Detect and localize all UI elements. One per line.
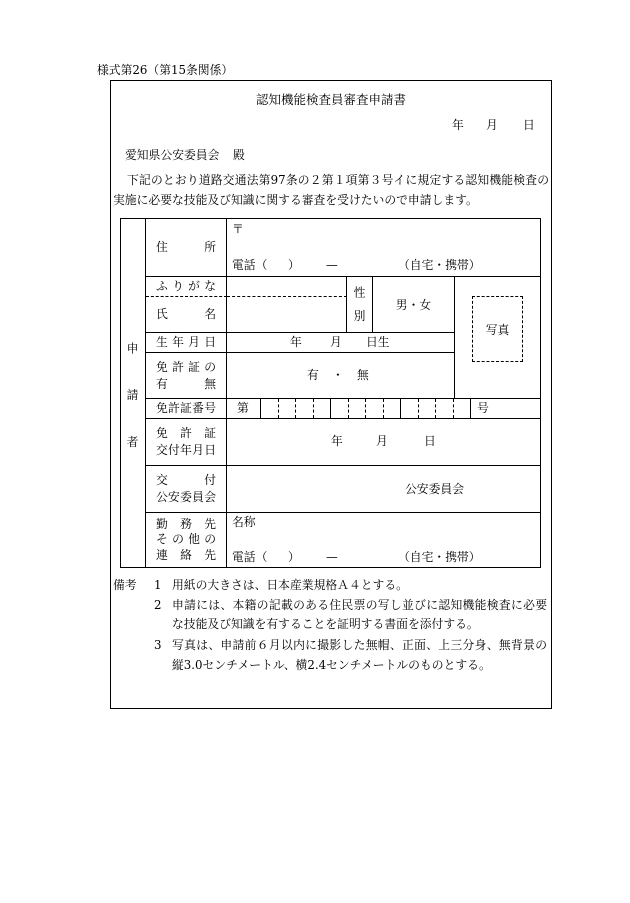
birth-year-label: 年: [290, 335, 302, 349]
applicant-table: [120, 218, 541, 568]
birth-month-label: 月: [330, 335, 342, 349]
license-digit-box[interactable]: [436, 399, 454, 418]
gender-options: 男・女: [395, 298, 432, 312]
license-issue-date-value-cell[interactable]: [227, 419, 541, 466]
license-number-value-cell: [227, 399, 541, 419]
form-title: 認知機能検査員審査申請書: [255, 92, 406, 107]
license-number-digits: [260, 399, 471, 418]
license-digit-box[interactable]: [384, 399, 402, 418]
license-digit-box[interactable]: [314, 399, 332, 418]
date-day-label: 日: [523, 118, 535, 132]
workplace-phone-dash: —: [326, 550, 338, 564]
intro-line-2: 実施に必要な技能及び知識に関する審査を受けたいので申請します。: [113, 193, 478, 207]
note-2-number: 2: [154, 598, 162, 612]
date-year-label: 年: [452, 118, 464, 132]
furigana-value-cell[interactable]: [227, 277, 347, 297]
photo-cell: [455, 277, 541, 399]
license-presence-label-line-2: 有無: [156, 376, 216, 391]
photo-label: 写真: [485, 322, 510, 337]
license-number-label-cell: [146, 399, 227, 419]
issue-year-label: 年: [331, 434, 343, 448]
workplace-label-cell: [146, 513, 227, 568]
license-digit-box[interactable]: [349, 399, 367, 418]
note-3-line-1: 写真は、申請前６月以内に撮影した無帽、正面、上三分身、無背景の: [172, 638, 547, 652]
license-number-label: 免許証番号: [156, 401, 216, 415]
intro-line-1: 下記のとおり道路交通法第97条の２第１項第３号イに規定する認知機能検査の: [127, 173, 549, 187]
license-digit-box[interactable]: [279, 399, 297, 418]
issue-day-label: 日: [424, 434, 436, 448]
license-presence-no: 無: [357, 368, 369, 382]
gender-label: 性別: [352, 286, 366, 334]
license-digit-box[interactable]: [419, 399, 437, 418]
workplace-phone-type: （自宅・携帯）: [398, 550, 481, 564]
address-label: 住所: [156, 240, 216, 254]
note-1-number: 1: [154, 578, 162, 592]
addressee-honorific: 殿: [233, 148, 245, 162]
note-1-line-1: 用紙の大きさは、日本産業規格Ａ４とする。: [172, 578, 408, 592]
license-number-suffix: 号: [477, 401, 489, 415]
license-presence-label-cell: [146, 353, 227, 399]
license-issue-date-label-line-2: 交付年月日: [156, 443, 216, 457]
license-digit-box[interactable]: [331, 399, 349, 418]
furigana-label: ふりがな: [156, 279, 216, 293]
issuing-commission-suffix: 公安委員会: [405, 482, 464, 496]
workplace-label-line-3: 連絡先: [156, 547, 216, 562]
notes-heading: 備考: [113, 578, 137, 592]
postal-mark: 〒: [232, 222, 244, 236]
issuing-commission-label-cell: [146, 466, 227, 513]
note-3-number: 3: [154, 638, 162, 652]
license-presence-label-line-1: 免許証の: [156, 359, 216, 374]
applicant-section-label: 申請者: [125, 342, 139, 483]
birth-day-label: 日生: [366, 335, 390, 349]
address-phone-type: （自宅・携帯）: [398, 258, 481, 272]
name-value-cell[interactable]: [227, 297, 347, 333]
issuing-commission-value-cell[interactable]: [227, 466, 541, 513]
license-digit-box[interactable]: [261, 399, 279, 418]
license-number-prefix: 第: [237, 401, 249, 415]
workplace-name-label: 名称: [232, 515, 256, 529]
address-phone-dash: —: [326, 258, 338, 272]
license-digit-box[interactable]: [296, 399, 314, 418]
license-digit-box[interactable]: [401, 399, 419, 418]
addressee-name: 愛知県公安委員会: [125, 148, 220, 162]
license-digit-box[interactable]: [454, 399, 472, 418]
date-month-label: 月: [486, 118, 498, 132]
birth-date-value-cell[interactable]: [227, 333, 455, 353]
workplace-label-line-2: その他の: [156, 532, 216, 547]
name-label: 氏名: [156, 307, 216, 321]
birth-date-label-cell: [146, 333, 227, 353]
workplace-label-line-1: 勤務先: [156, 516, 216, 531]
address-phone-prefix: 電話（: [232, 258, 268, 272]
issue-month-label: 月: [376, 434, 388, 448]
address-phone-close: ）: [288, 258, 300, 272]
workplace-phone-close: ）: [288, 550, 300, 564]
license-issue-date-label-cell: [146, 419, 227, 466]
address-label-cell: [146, 219, 227, 277]
issuing-commission-label-line-2: 公安委員会: [156, 490, 216, 504]
note-2-line-2: な技能及び知識を有することを証明する書面を添付する。: [172, 617, 479, 631]
note-2-line-1: 申請には、本籍の記載のある住民票の写し並びに認知機能検査に必要: [172, 598, 547, 612]
form-number: 様式第26（第15条関係）: [97, 63, 234, 77]
gender-label-cell: [347, 277, 373, 333]
license-presence-separator: ・: [332, 368, 344, 382]
license-presence-yes: 有: [307, 368, 319, 382]
note-3-line-2: 縦3.0センチメートル、横2.4センチメートルのものとする。: [172, 658, 491, 672]
name-label-cell: [146, 297, 227, 333]
furigana-label-cell: [146, 277, 227, 297]
license-presence-value-cell[interactable]: [227, 353, 455, 399]
workplace-value-cell[interactable]: [227, 513, 541, 568]
birth-date-label: 生年月日: [156, 335, 216, 349]
issuing-commission-label-line-1: 交付: [156, 473, 216, 487]
address-value-cell[interactable]: [227, 219, 541, 277]
workplace-phone-prefix: 電話（: [232, 550, 268, 564]
photo-placeholder-box: [472, 296, 523, 362]
license-issue-date-label-line-1: 免許証: [156, 426, 216, 440]
gender-value-cell[interactable]: [373, 277, 455, 333]
applicant-section-cell: [121, 219, 146, 568]
license-digit-box[interactable]: [366, 399, 384, 418]
